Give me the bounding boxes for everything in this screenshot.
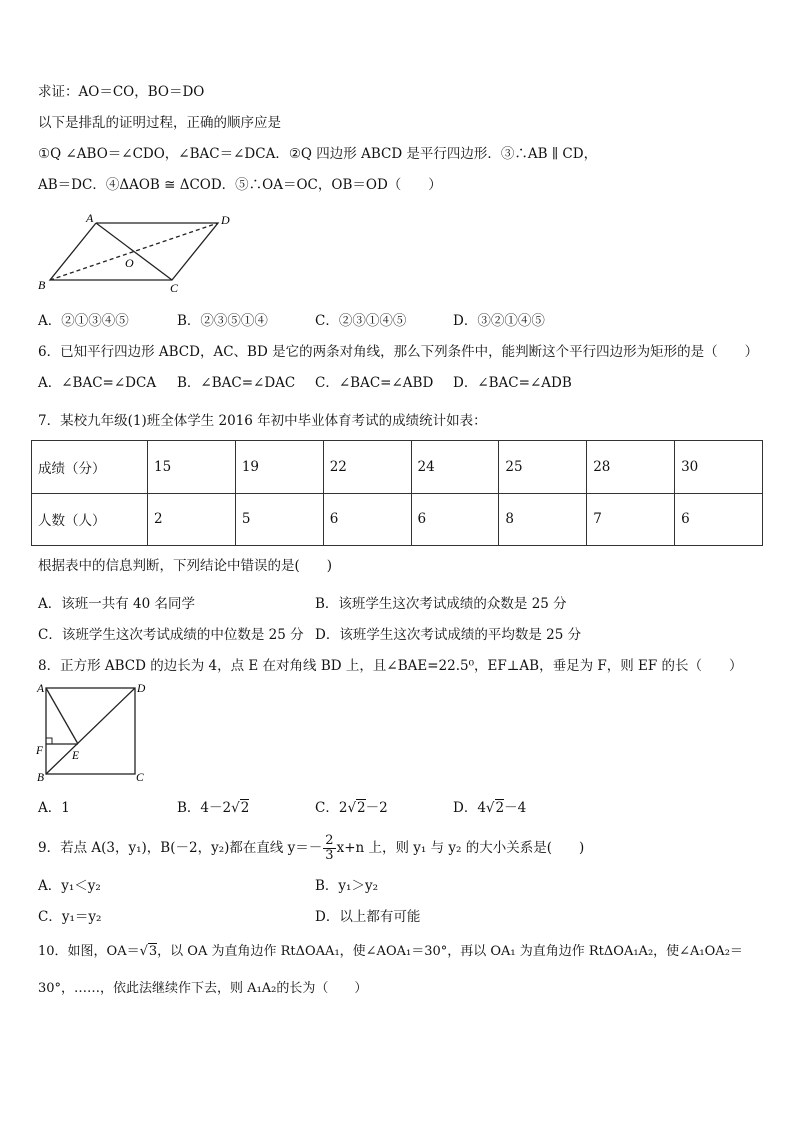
q7-option-d[interactable]: D．该班学生这次考试成绩的平均数是 25 分	[315, 627, 582, 643]
table-cell: 6	[323, 493, 411, 546]
q5-steps-line2: AB＝DC．④ΔAOB ≅ ΔCOD．⑤∴OA＝OC，OB＝OD（ ）	[38, 177, 442, 193]
q9-option-c[interactable]: C．y₁＝y₂	[38, 909, 102, 925]
q6-option-c[interactable]: C．∠BAC=∠ABD	[315, 375, 434, 391]
q7-question: 根据表中的信息判断，下列结论中错误的是( )	[38, 558, 333, 574]
q5-prove: 求证：AO＝CO，BO＝DO	[38, 84, 205, 100]
label-b: B	[37, 772, 45, 784]
q5-steps-line1: ①Q ∠ABO＝∠CDO，∠BAC＝∠DCA．②Q 四边形 ABCD 是平行四边形．③∴AB ∥ CD，	[38, 146, 598, 162]
table-cell: 25	[499, 441, 587, 494]
q9-stem: 9．若点 A(3，y₁)，B(－2，y₂)都在直线 y＝－ $\frac{2}{3}$ x+n 上，则 y₁ 与 y₂ 的大小关系是( )	[38, 833, 585, 863]
table-cell: 15	[148, 441, 236, 494]
table-cell: 6	[411, 493, 499, 546]
table-cell: 24	[411, 441, 499, 494]
q5-option-c[interactable]: C．②③①④⑤	[315, 313, 407, 329]
table-cell: 30	[675, 441, 763, 494]
q8-option-c[interactable]: C．2√2－2	[315, 800, 388, 816]
score-table	[31, 440, 763, 546]
table-cell: 19	[235, 441, 323, 494]
q10-line1: 10．如图，OA＝√3，以 OA 为直角边作 RtΔOAA₁，使∠AOA₁＝30°，再以 OA₁ 为直角边作 RtΔOA₁A₂，使∠A₁OA₂＝	[38, 944, 743, 959]
q7-option-b[interactable]: B．该班学生这次考试成绩的众数是 25 分	[315, 596, 567, 612]
table-header-count: 人数（人）	[32, 493, 148, 546]
parallelogram-figure	[32, 210, 242, 295]
q5-option-b[interactable]: B．②③⑤①④	[177, 313, 268, 329]
q6-option-d[interactable]: D．∠BAC=∠ADB	[453, 375, 572, 391]
table-cell: 6	[675, 493, 763, 546]
table-cell: 7	[587, 493, 675, 546]
q5-option-a[interactable]: A．②①③④⑤	[38, 313, 129, 329]
q6-stem: 6．已知平行四边形 ABCD，AC、BD 是它的两条对角线，那么下列条件中，能判断这个平行四边形为矩形的是（ ）	[38, 344, 759, 360]
q5-option-d[interactable]: D．③②①④⑤	[453, 313, 545, 329]
fraction-two-thirds: $\frac{2}{3}$	[325, 833, 334, 863]
q8-option-b[interactable]: B．4－2√2	[177, 800, 250, 816]
label-e: E	[72, 750, 80, 762]
q7-option-a[interactable]: A．该班一共有 40 名同学	[38, 596, 196, 612]
table-row-scores	[32, 441, 763, 494]
label-c: C	[170, 281, 179, 295]
q6-option-b[interactable]: B．∠BAC=∠DAC	[177, 375, 296, 391]
label-o: O	[125, 256, 134, 270]
table-cell: 28	[587, 441, 675, 494]
table-row-counts	[32, 493, 763, 546]
q9-option-b[interactable]: B．y₁＞y₂	[315, 878, 378, 894]
q7-option-c[interactable]: C．该班学生这次考试成绩的中位数是 25 分	[38, 627, 304, 643]
q8-option-d[interactable]: D．4√2－4	[453, 800, 527, 816]
table-cell: 22	[323, 441, 411, 494]
table-cell: 8	[499, 493, 587, 546]
q5-intro: 以下是排乱的证明过程，正确的顺序应是	[38, 115, 281, 131]
table-header-score: 成绩（分）	[32, 441, 148, 494]
q9-option-d[interactable]: D．以上都有可能	[315, 909, 421, 925]
square-figure	[34, 680, 154, 785]
q10-line2: 30°，……，依此法继续作下去，则 A₁A₂的长为（ ）	[38, 981, 368, 996]
table-cell: 5	[235, 493, 323, 546]
label-d: D	[137, 683, 146, 695]
q6-option-a[interactable]: A．∠BAC=∠DCA	[38, 375, 157, 391]
label-f: F	[36, 745, 44, 757]
label-d: D	[221, 213, 230, 227]
label-a: A	[86, 211, 94, 225]
q7-stem: 7．某校九年级(1)班全体学生 2016 年初中毕业体育考试的成绩统计如表：	[38, 413, 487, 429]
label-b: B	[38, 278, 46, 292]
table-cell: 2	[148, 493, 236, 546]
q8-stem: 8．正方形 ABCD 的边长为 4，点 E 在对角线 BD 上，且∠BAE=22.5⁰，EF⊥AB，垂足为 F，则 EF 的长（ ）	[38, 658, 743, 674]
q9-option-a[interactable]: A．y₁＜y₂	[38, 878, 101, 894]
label-a: A	[37, 683, 45, 695]
q8-option-a[interactable]: A．1	[38, 800, 70, 816]
label-c: C	[136, 772, 144, 784]
